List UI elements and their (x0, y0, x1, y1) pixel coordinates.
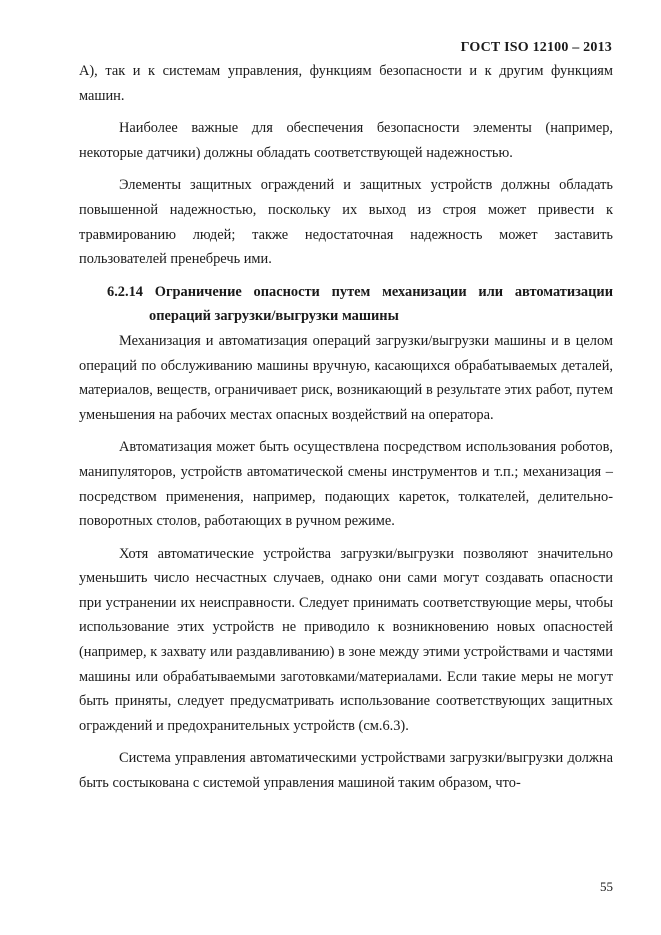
page-number: 55 (600, 879, 613, 894)
paragraph-continuation: А), так и к системам управления, функциям безопасности и к другим функциям машин. (79, 63, 613, 104)
paragraph: Система управления автоматическими устройствами загрузки/выгрузки должна быть состыкована с системой управления машиной таким образом, что- (79, 750, 613, 792)
paragraph: Автоматизация может быть осуществлена посредством использования роботов, манипуляторов, устройств автоматической смены инструментов и т.п.; механизация – посредством применения, например, подающих кареток, толкателей, делительно-поворотных столов, работающих в ручном режиме. (79, 439, 613, 530)
section-title: Ограничение опасности путем механизации или автоматизации операций загрузки/выгрузки машины (149, 283, 613, 325)
paragraph: Наиболее важные для обеспечения безопасности элементы (например, некоторые датчики) должны обладать соответствующей надежностью. (79, 120, 613, 161)
paragraph: Механизация и автоматизация операций загрузки/выгрузки машины и в целом операций по обслуживанию машины вручную, касающихся обрабатываемых деталей, материалов, веществ, ограничивает риск, возникающий в результате этих работ, путем уменьшения на рабочих местах опасных воздействий на оператора. (79, 332, 613, 423)
section-heading (79, 280, 613, 329)
paragraph: Элементы защитных ограждений и защитных устройств должны обладать повышенной надежностью, поскольку их выход из строя может привести к травмированию людей; также недостаточная надежность может заставить пользователей пренебречь ими. (79, 177, 613, 268)
standard-header: ГОСТ ISO 12100 – 2013 (460, 40, 612, 55)
paragraph: Хотя автоматические устройства загрузки/выгрузки позволяют значительно уменьшить число несчастных случаев, однако они сами могут создавать опасности при устранении их неисправности. Следует принимать соответствующие меры, чтобы использование этих устройств не приводило к возникновению новых опасностей (например, к захвату или раздавливанию) в зоне между этими устройствами и частями машины или обрабатываемыми заготовками/материалами. Если такие меры не могут быть приняты, следует предусматривать использование соответствующих защитных ограждений и предохранительных устройств (см.6.3). (79, 545, 613, 734)
document-body (79, 59, 613, 796)
section-number: 6.2.14 (107, 283, 143, 300)
